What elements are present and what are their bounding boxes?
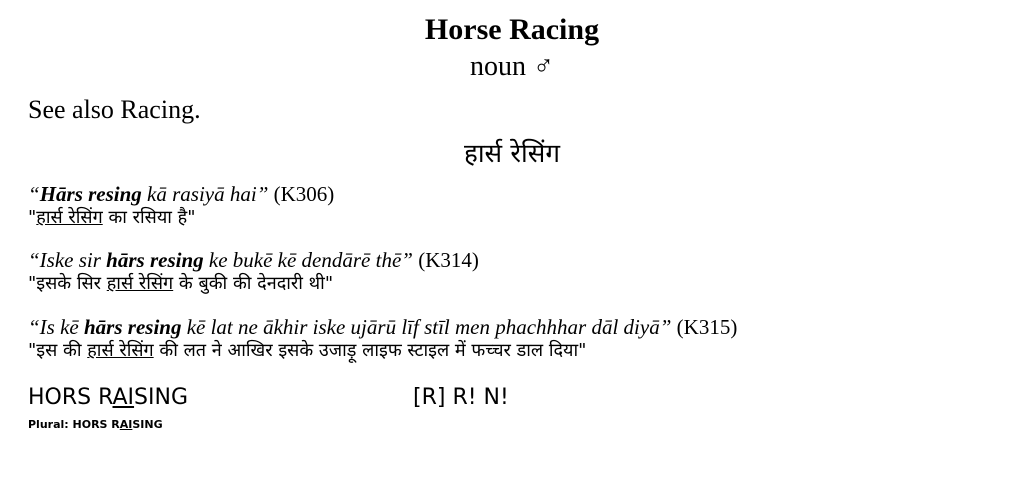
example-1 xyxy=(28,182,334,230)
example-reference: (K314) xyxy=(412,248,479,272)
example-3 xyxy=(28,315,737,363)
example-reference: (K306) xyxy=(268,182,335,206)
example-romanized: “Iske sir hārs resing ke bukē kē dendārē thē” (K314) xyxy=(28,248,479,272)
example-devanagari: "इस की हार्स रेसिंग की लत ने आखिर इसके उजाड़ू लाइफ स्टाइल में फच्चर डाल दिया" xyxy=(28,340,587,361)
example-reference: (K315) xyxy=(671,315,738,339)
example-2 xyxy=(28,248,479,296)
example-romanized: “Hārs resing kā rasiyā hai” (K306) xyxy=(28,182,335,206)
see-also: See also Racing. xyxy=(28,95,201,124)
pronunciation-code: [R] R! N! xyxy=(413,385,509,410)
pronunciation: HORS RAISING [R] R! N! xyxy=(28,385,509,410)
example-romanized: “Is kē hārs resing kē lat ne ākhir iske ujārū līf stīl men phachhhar dāl diyā” (K315) xyxy=(28,315,738,339)
plural-form: Plural: HORS RAISING xyxy=(28,418,163,431)
part-of-speech: noun ♂ xyxy=(470,51,554,82)
headword: Horse Racing xyxy=(424,13,600,46)
example-devanagari: "हार्स रेसिंग का रसिया है" xyxy=(28,207,196,228)
hindi-headword: हार्स रेसिंग xyxy=(464,139,560,169)
example-devanagari: "इसके सिर हार्स रेसिंग के बुकी की देनदारी थी" xyxy=(28,273,334,294)
